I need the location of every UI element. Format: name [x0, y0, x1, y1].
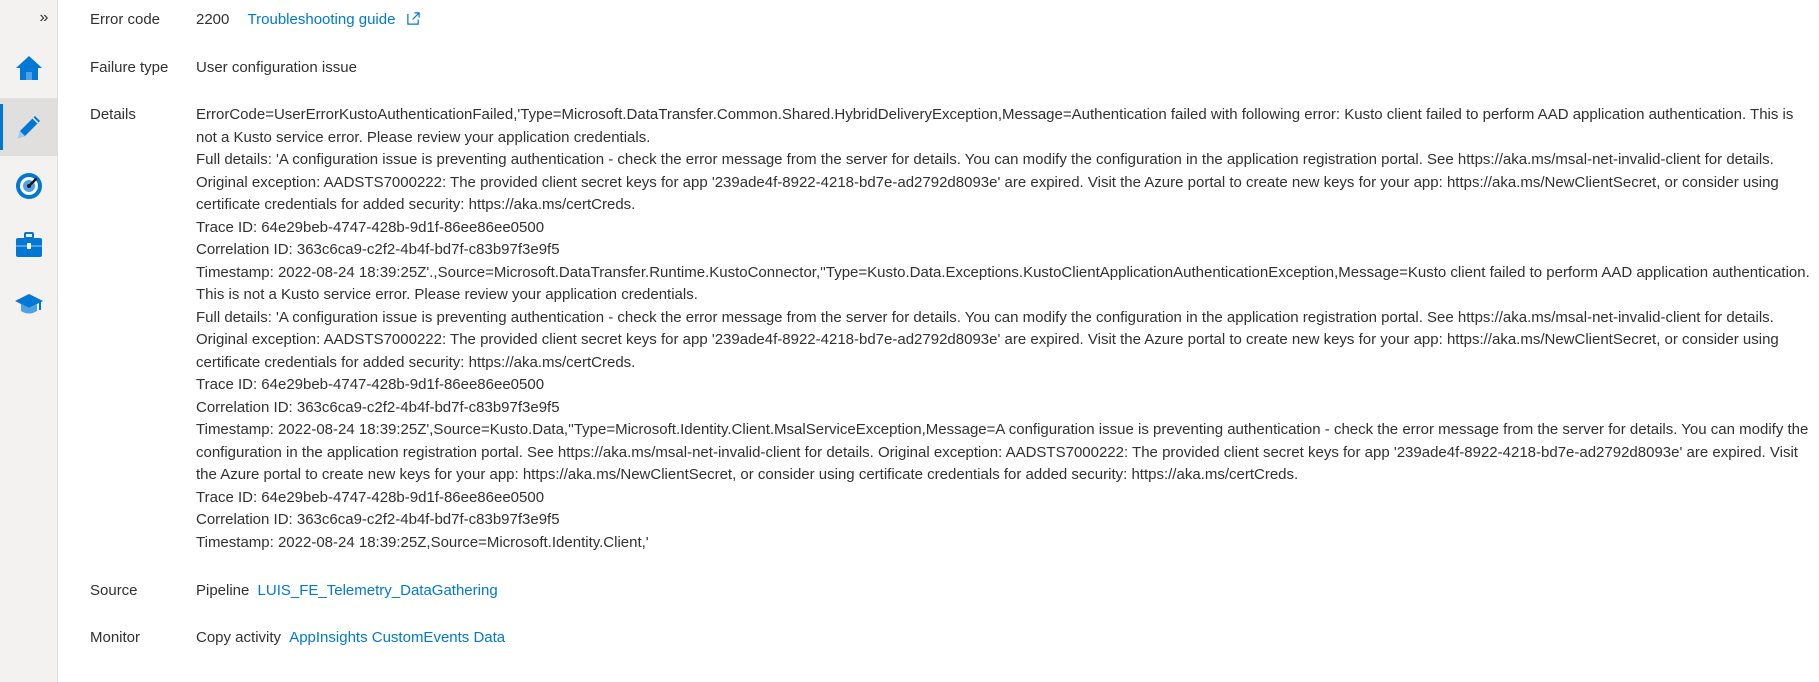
details-line: ErrorCode=UserErrorKustoAuthenticationFailed,'Type=Microsoft.DataTransfer.Common.Shared.HybridDeliveryException,Message=Authentication failed with following error: Kusto client failed to perform AAD application authentication. This is not a Kusto service error. Please review your application credentials.	[196, 106, 1794, 146]
details-line: Trace ID: 64e29beb-4747-428b-9d1f-86ee86ee0500	[196, 488, 545, 506]
details-line: Correlation ID: 363c6ca9-c2f2-4b4f-bd7f-c83b97f3e9f5	[196, 398, 560, 416]
toolbox-icon	[13, 229, 45, 261]
double-chevron-right-icon[interactable]: »	[39, 9, 49, 26]
home-icon	[13, 52, 45, 84]
details-line: Full details: 'A configuration issue is preventing authentication - check the error message from the server for details. You can modify the configuration in the application registration portal. See https://aka.ms/msal-net-invalid-client for details. Original exception: AADSTS7000222: The provided client secret keys for app '239ade4f-8922-4218-bd7e-ad2792d8093e' are expired. Visit the Azure portal to create new keys for your app: https://aka.ms/NewClientSecret, or consider using certificate credentials for added security: https://aka.ms/certCreds.	[196, 308, 1779, 371]
graduation-cap-icon	[13, 288, 45, 320]
monitor-prefix: Copy activity	[196, 629, 282, 646]
failure-type-label: Failure type	[90, 59, 169, 76]
details-line: Timestamp: 2022-08-24 18:39:25Z,Source=Microsoft.Identity.Client,'	[196, 533, 649, 551]
nav-monitor[interactable]	[0, 157, 58, 215]
error-code-value-group	[196, 9, 1814, 32]
details-line: Trace ID: 64e29beb-4747-428b-9d1f-86ee86ee0500	[196, 376, 545, 393]
details-line: Correlation ID: 363c6ca9-c2f2-4b4f-bd7f-c83b97f3e9f5	[196, 241, 560, 258]
nav-learn[interactable]	[0, 275, 58, 333]
monitor-value-group	[196, 627, 1814, 650]
failure-type-value: User configuration issue	[196, 59, 357, 76]
copy-activity-link[interactable]: AppInsights CustomEvents Data	[289, 629, 506, 646]
nav-manage[interactable]	[0, 216, 58, 274]
details-label: Details	[90, 106, 136, 123]
details-line: Correlation ID: 363c6ca9-c2f2-4b4f-bd7f-c83b97f3e9f5	[196, 511, 560, 528]
troubleshooting-guide-link[interactable]	[248, 11, 421, 28]
pipeline-link[interactable]: LUIS_FE_Telemetry_DataGathering	[257, 582, 498, 599]
error-code-label: Error code	[90, 11, 161, 28]
nav-author[interactable]	[0, 98, 58, 156]
details-line: Full details: 'A configuration issue is preventing authentication - check the error message from the server for details. You can modify the configuration in the application registration portal. See https://aka.ms/msal-net-invalid-client for details. Original exception: AADSTS7000222: The provided client secret keys for app '239ade4f-8922-4218-bd7e-ad2792d8093e' are expired. Visit the Azure portal to create new keys for your app: https://aka.ms/NewClientSecret, or consider using certificate credentials for added security: https://aka.ms/certCreds.	[196, 151, 1779, 213]
monitor-label: Monitor	[90, 629, 141, 646]
source-label: Source	[90, 582, 138, 599]
nav-home[interactable]	[0, 39, 58, 97]
details-line: Trace ID: 64e29beb-4747-428b-9d1f-86ee86ee0500	[196, 218, 545, 236]
left-nav-sidebar	[0, 0, 58, 682]
error-code-value: 2200	[196, 11, 230, 28]
pencil-icon	[13, 111, 45, 143]
details-line: Timestamp: 2022-08-24 18:39:25Z',Source=Kusto.Data,''Type=Microsoft.Identity.Client.MsalServiceException,Message=A configuration issue is preventing authentication - check the error message from the server for details. You can modify the configuration in the application registration portal. See https://aka.ms/msal-net-invalid-client for details. Original exception: AADSTS7000222: The provided client secret keys for app '239ade4f-8922-4218-bd7e-ad2792d8093e' are expired. Visit the Azure portal to create new keys for your app: https://aka.ms/NewClientSecret, or consider using certificate credentials for added security: https://aka.ms/certCreds.	[196, 421, 1809, 483]
external-link-icon	[406, 11, 421, 26]
gauge-icon	[13, 170, 45, 202]
details-line: Timestamp: 2022-08-24 18:39:25Z'.,Source=Microsoft.DataTransfer.Runtime.KustoConnector,''Type=Kusto.Data.Exceptions.KustoClientApplicationAuthenticationException,Message=Kusto client failed to perform AAD application authentication. This is not a Kusto service error. Please review your application credentials.	[196, 263, 1810, 303]
details-text	[196, 104, 1814, 554]
source-prefix: Pipeline	[196, 582, 250, 599]
source-value-group	[196, 580, 1814, 603]
troubleshooting-guide-label: Troubleshooting guide	[247, 11, 396, 28]
